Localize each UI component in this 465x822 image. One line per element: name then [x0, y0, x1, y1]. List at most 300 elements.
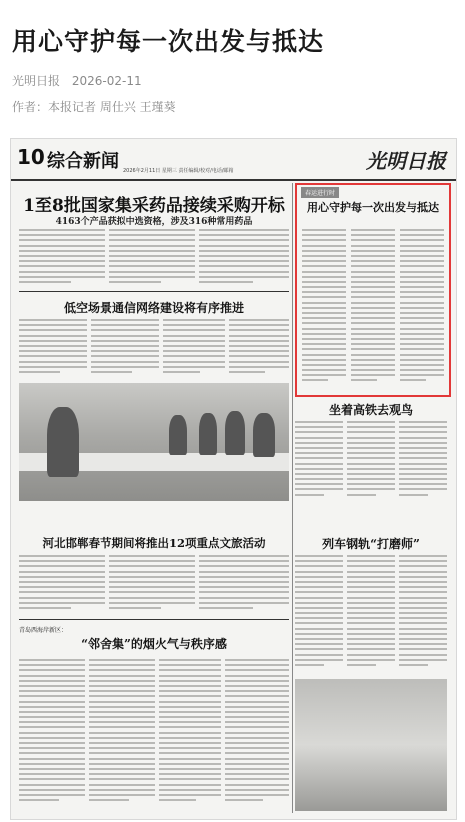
- text-line: [295, 565, 343, 567]
- text-column: [109, 229, 195, 289]
- text-line: [199, 576, 289, 578]
- article-source-line: [12, 72, 150, 89]
- text-line: [109, 576, 195, 578]
- text-line: [199, 239, 289, 241]
- text-line: [225, 794, 289, 796]
- text-line: [89, 690, 155, 692]
- text-line: [400, 317, 444, 319]
- text-line: [159, 758, 221, 760]
- text-line: [295, 483, 343, 485]
- text-line: [199, 591, 289, 593]
- text-line: [89, 669, 155, 671]
- text-line: [347, 654, 395, 656]
- text-line: [295, 431, 343, 433]
- text-line: [109, 281, 161, 283]
- text-line: [351, 260, 395, 262]
- text-line: [159, 695, 221, 697]
- text-line: [19, 763, 85, 765]
- newspaper-masthead: 光明日报: [366, 149, 446, 173]
- text-line: [295, 576, 343, 578]
- text-line: [351, 250, 395, 252]
- text-line: [19, 260, 105, 262]
- text-line: [19, 701, 85, 703]
- text-line: [225, 680, 289, 682]
- text-line: [302, 338, 346, 340]
- text-line: [199, 234, 289, 236]
- text-line: [400, 291, 444, 293]
- text-line: [89, 784, 155, 786]
- text-line: [19, 789, 85, 791]
- text-line: [295, 628, 343, 630]
- text-line: [302, 322, 346, 324]
- text-line: [19, 706, 85, 708]
- text-line: [295, 581, 343, 583]
- highlighted-article-box[interactable]: [295, 183, 451, 397]
- text-line: [347, 478, 395, 480]
- text-line: [295, 442, 343, 444]
- headline-2: 低空场景通信网络建设将有序推进: [63, 301, 244, 315]
- text-line: [199, 260, 289, 262]
- text-line: [347, 457, 395, 459]
- text-line: [347, 555, 395, 557]
- text-line: [109, 581, 195, 583]
- text-column: [302, 229, 346, 389]
- text-line: [295, 473, 343, 475]
- text-line: [19, 555, 105, 557]
- text-line: [302, 255, 346, 257]
- text-line: [89, 726, 155, 728]
- text-line: [347, 447, 395, 449]
- text-line: [163, 371, 200, 373]
- text-line: [19, 716, 85, 718]
- text-line: [351, 291, 395, 293]
- text-line: [91, 340, 159, 342]
- text-line: [302, 328, 346, 330]
- text-line: [347, 437, 395, 439]
- text-line: [225, 664, 289, 666]
- text-line: [225, 721, 289, 723]
- text-line: [347, 488, 395, 490]
- text-line: [295, 488, 343, 490]
- text-line: [109, 560, 195, 562]
- text-line: [89, 763, 155, 765]
- text-line: [399, 617, 447, 619]
- text-line: [400, 296, 444, 298]
- text-line: [295, 664, 324, 666]
- text-line: [109, 239, 195, 241]
- text-line: [19, 768, 85, 770]
- text-column: [199, 555, 289, 615]
- text-line: [91, 335, 159, 337]
- text-line: [302, 265, 346, 267]
- text-line: [91, 329, 159, 331]
- text-line: [19, 711, 85, 713]
- text-line: [19, 345, 87, 347]
- text-line: [159, 763, 221, 765]
- text-line: [19, 239, 105, 241]
- article-date: 2026-02-11: [71, 74, 142, 88]
- text-line: [89, 695, 155, 697]
- text-line: [400, 369, 444, 371]
- text-line: [347, 612, 395, 614]
- divider: [19, 619, 289, 620]
- text-line: [347, 581, 395, 583]
- text-line: [19, 361, 87, 363]
- text-line: [225, 752, 289, 754]
- text-line: [295, 555, 343, 557]
- text-line: [351, 271, 395, 273]
- text-line: [19, 721, 85, 723]
- text-line: [19, 281, 71, 283]
- text-line: [19, 747, 85, 749]
- text-line: [351, 302, 395, 304]
- text-line: [347, 426, 395, 428]
- text-line: [19, 659, 85, 661]
- text-line: [295, 607, 343, 609]
- text-line: [400, 239, 444, 241]
- highlight-tag: 春运进行时: [301, 187, 339, 198]
- page-meta: 2026年2月11日 星期三 责任编辑/校对/电话/邮箱: [123, 168, 234, 174]
- text-line: [399, 597, 447, 599]
- text-line: [91, 361, 159, 363]
- text-line: [302, 312, 346, 314]
- text-line: [295, 463, 343, 465]
- text-line: [400, 250, 444, 252]
- text-line: [19, 726, 85, 728]
- text-line: [351, 348, 395, 350]
- text-line: [399, 664, 428, 666]
- text-line: [225, 659, 289, 661]
- text-column: [199, 229, 289, 289]
- text-column: [91, 319, 159, 377]
- text-line: [302, 348, 346, 350]
- text-line: [225, 789, 289, 791]
- text-line: [295, 591, 343, 593]
- text-line: [89, 716, 155, 718]
- text-line: [225, 716, 289, 718]
- text-line: [19, 329, 87, 331]
- text-line: [295, 648, 343, 650]
- text-line: [400, 286, 444, 288]
- text-line: [19, 597, 105, 599]
- text-line: [199, 229, 289, 231]
- newspaper-page-image[interactable]: [10, 138, 457, 820]
- rail-grinding-train-photo: [295, 679, 447, 811]
- photo-person: [47, 407, 79, 477]
- column-divider: [292, 183, 293, 813]
- text-line: [89, 799, 129, 801]
- text-line: [399, 571, 447, 573]
- text-line: [400, 307, 444, 309]
- text-line: [295, 617, 343, 619]
- text-line: [399, 591, 447, 593]
- text-line: [159, 675, 221, 677]
- text-line: [19, 591, 105, 593]
- text-line: [400, 354, 444, 356]
- photo-person: [199, 413, 217, 455]
- text-line: [109, 591, 195, 593]
- text-line: [400, 281, 444, 283]
- text-line: [19, 255, 105, 257]
- text-line: [109, 586, 195, 588]
- text-line: [109, 255, 195, 257]
- text-line: [91, 371, 132, 373]
- text-line: [229, 361, 289, 363]
- text-line: [347, 617, 395, 619]
- text-line: [19, 271, 105, 273]
- text-line: [159, 669, 221, 671]
- text-line: [19, 335, 87, 337]
- text-line: [347, 576, 395, 578]
- text-line: [109, 555, 195, 557]
- text-line: [351, 245, 395, 247]
- text-line: [400, 302, 444, 304]
- text-line: [91, 355, 159, 357]
- text-line: [295, 457, 343, 459]
- text-line: [400, 359, 444, 361]
- text-line: [89, 789, 155, 791]
- text-line: [302, 281, 346, 283]
- text-line: [163, 361, 225, 363]
- text-line: [199, 581, 289, 583]
- text-line: [399, 648, 447, 650]
- text-line: [19, 234, 105, 236]
- text-line: [351, 322, 395, 324]
- text-line: [89, 680, 155, 682]
- text-column: [229, 319, 289, 377]
- text-line: [159, 784, 221, 786]
- text-line: [399, 421, 447, 423]
- text-line: [347, 494, 376, 496]
- text-line: [400, 343, 444, 345]
- text-line: [163, 340, 225, 342]
- text-line: [225, 695, 289, 697]
- text-line: [163, 329, 225, 331]
- text-line: [159, 659, 221, 661]
- text-line: [295, 560, 343, 562]
- text-line: [351, 354, 395, 356]
- text-line: [347, 468, 395, 470]
- text-line: [399, 426, 447, 428]
- text-line: [295, 597, 343, 599]
- text-line: [229, 340, 289, 342]
- text-line: [19, 685, 85, 687]
- text-line: [89, 752, 155, 754]
- text-line: [199, 586, 289, 588]
- text-line: [199, 281, 253, 283]
- text-line: [351, 276, 395, 278]
- text-line: [351, 333, 395, 335]
- text-line: [400, 234, 444, 236]
- text-line: [109, 597, 195, 599]
- text-column: [399, 421, 447, 501]
- text-line: [19, 340, 87, 342]
- text-line: [19, 664, 85, 666]
- text-column: [109, 555, 195, 615]
- text-line: [399, 602, 447, 604]
- text-line: [295, 622, 343, 624]
- text-line: [19, 350, 87, 352]
- text-line: [19, 565, 105, 567]
- text-line: [109, 271, 195, 273]
- text-line: [295, 638, 343, 640]
- text-line: [159, 726, 221, 728]
- text-line: [302, 333, 346, 335]
- text-line: [199, 271, 289, 273]
- text-line: [302, 317, 346, 319]
- text-line: [89, 732, 155, 734]
- text-line: [19, 571, 105, 573]
- headline-3: 河北邯郸春节期间将推出12项重点文旅活动: [42, 536, 266, 550]
- text-line: [229, 366, 289, 368]
- text-line: [347, 591, 395, 593]
- text-line: [159, 664, 221, 666]
- text-line: [302, 234, 346, 236]
- text-line: [163, 345, 225, 347]
- text-line: [109, 260, 195, 262]
- text-line: [199, 250, 289, 252]
- text-line: [295, 571, 343, 573]
- text-line: [399, 638, 447, 640]
- text-line: [19, 371, 60, 373]
- text-line: [19, 695, 85, 697]
- text-line: [399, 643, 447, 645]
- text-line: [347, 607, 395, 609]
- text-line: [91, 366, 159, 368]
- text-line: [19, 794, 85, 796]
- text-line: [199, 602, 289, 604]
- headline-4: “邻舍集”的烟火气与秩序感: [81, 637, 227, 651]
- text-line: [19, 758, 85, 760]
- text-line: [302, 245, 346, 247]
- text-line: [400, 338, 444, 340]
- text-line: [19, 250, 105, 252]
- text-line: [302, 296, 346, 298]
- text-line: [347, 622, 395, 624]
- text-line: [347, 560, 395, 562]
- text-line: [89, 685, 155, 687]
- text-line: [347, 431, 395, 433]
- text-line: [400, 312, 444, 314]
- text-line: [225, 701, 289, 703]
- text-line: [19, 560, 105, 562]
- text-line: [295, 437, 343, 439]
- text-line: [351, 312, 395, 314]
- text-line: [302, 369, 346, 371]
- text-line: [399, 437, 447, 439]
- text-line: [159, 732, 221, 734]
- text-line: [199, 571, 289, 573]
- text-line: [225, 784, 289, 786]
- text-column: [19, 229, 105, 289]
- text-column: [400, 229, 444, 389]
- text-line: [19, 576, 105, 578]
- text-line: [109, 276, 195, 278]
- text-line: [163, 335, 225, 337]
- text-line: [302, 271, 346, 273]
- text-line: [225, 747, 289, 749]
- text-line: [19, 799, 59, 801]
- text-line: [229, 345, 289, 347]
- text-column: [159, 659, 221, 809]
- text-line: [399, 633, 447, 635]
- text-line: [295, 659, 343, 661]
- text-line: [347, 664, 376, 666]
- text-line: [399, 452, 447, 454]
- text-line: [351, 369, 395, 371]
- text-column: [347, 555, 395, 673]
- text-line: [229, 371, 265, 373]
- text-line: [295, 654, 343, 656]
- text-line: [347, 597, 395, 599]
- text-line: [295, 478, 343, 480]
- text-line: [109, 571, 195, 573]
- text-line: [109, 245, 195, 247]
- text-column: [351, 229, 395, 389]
- text-line: [351, 296, 395, 298]
- text-line: [199, 565, 289, 567]
- text-line: [400, 374, 444, 376]
- text-line: [351, 265, 395, 267]
- headline-5: 坐着高铁去观鸟: [328, 403, 413, 417]
- text-line: [399, 457, 447, 459]
- text-line: [347, 586, 395, 588]
- text-line: [399, 473, 447, 475]
- text-line: [229, 329, 289, 331]
- text-line: [302, 286, 346, 288]
- text-line: [159, 742, 221, 744]
- text-line: [399, 468, 447, 470]
- text-line: [199, 597, 289, 599]
- text-line: [225, 669, 289, 671]
- text-line: [399, 586, 447, 588]
- text-line: [229, 335, 289, 337]
- text-line: [19, 778, 85, 780]
- lead-subheadline: 4163个产品获拟中选资格，涉及316种常用药品: [55, 217, 253, 227]
- text-line: [302, 364, 346, 366]
- text-line: [351, 359, 395, 361]
- text-line: [351, 343, 395, 345]
- text-line: [351, 255, 395, 257]
- text-line: [199, 255, 289, 257]
- text-line: [89, 711, 155, 713]
- text-line: [225, 732, 289, 734]
- text-line: [295, 468, 343, 470]
- headline-4-kicker: 青岛西海岸新区：: [19, 627, 68, 634]
- text-line: [400, 276, 444, 278]
- text-line: [229, 319, 289, 321]
- text-line: [163, 324, 225, 326]
- newspaper-header: [11, 139, 456, 181]
- text-line: [19, 319, 87, 321]
- text-line: [351, 229, 395, 231]
- text-line: [295, 426, 343, 428]
- text-line: [199, 265, 289, 267]
- text-column: [295, 421, 343, 501]
- text-line: [89, 659, 155, 661]
- text-line: [400, 260, 444, 262]
- text-column: [225, 659, 289, 809]
- text-line: [295, 602, 343, 604]
- text-line: [199, 276, 289, 278]
- article-source[interactable]: 光明日报: [12, 74, 61, 88]
- text-line: [302, 359, 346, 361]
- text-line: [89, 706, 155, 708]
- text-line: [400, 322, 444, 324]
- text-line: [19, 229, 105, 231]
- text-line: [399, 483, 447, 485]
- text-line: [199, 555, 289, 557]
